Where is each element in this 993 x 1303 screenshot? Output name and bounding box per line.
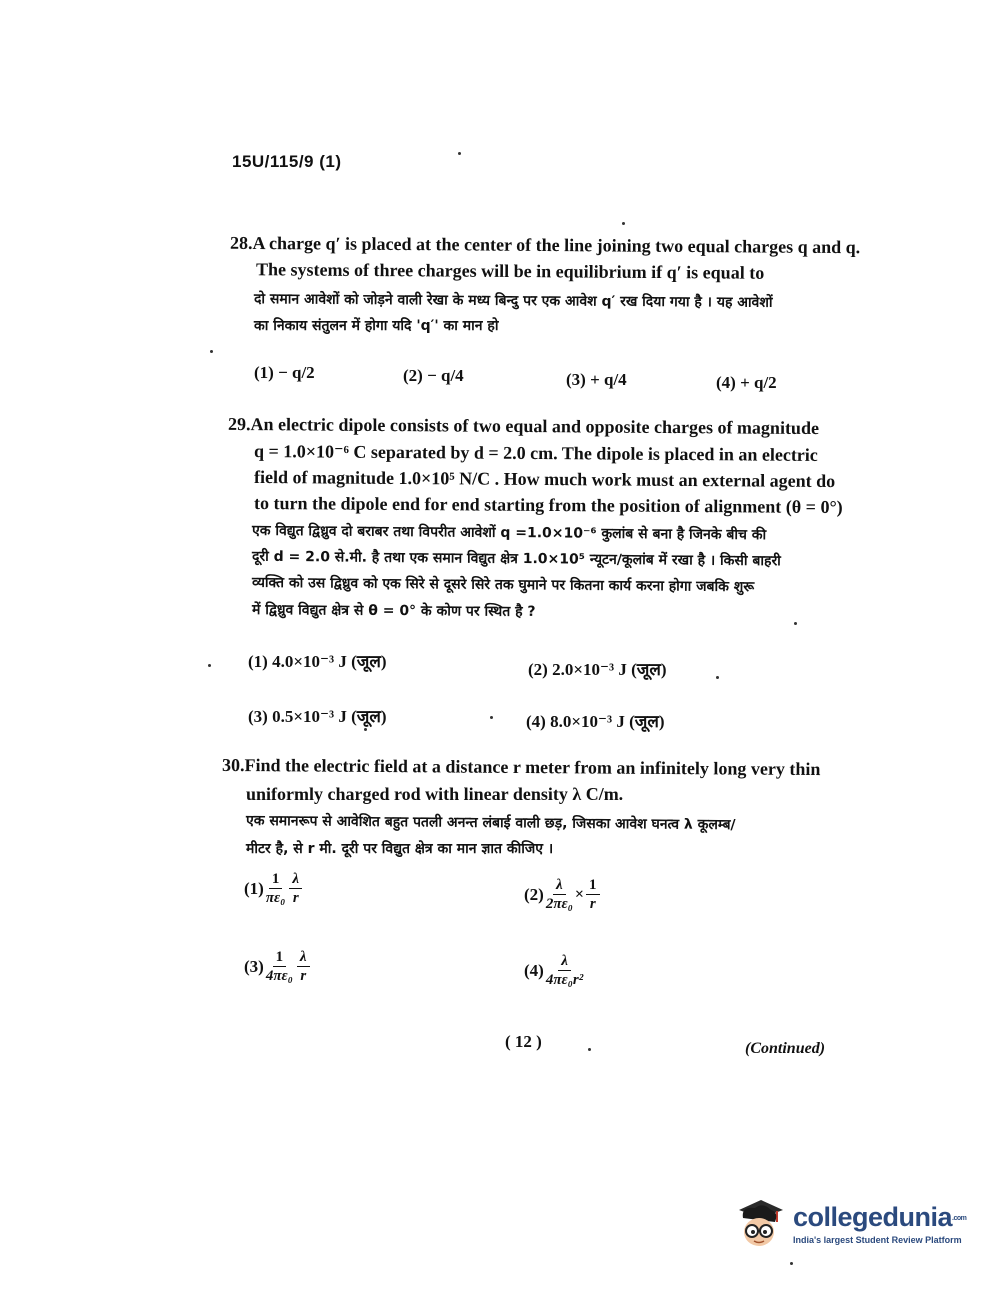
q30-en-line2: uniformly charged rod with linear density λ C/m. <box>246 784 624 804</box>
scan-speck <box>458 152 461 155</box>
q30-option-4 <box>524 952 585 989</box>
collegedunia-logo[interactable] <box>733 1196 966 1252</box>
times-sign: × <box>574 885 585 903</box>
q29-hi-line2: दूरी d = 2.0 से.मी. है तथा एक समान विद्युत क्षेत्र 1.0×10⁵ न्यूटन/कूलांब में रखा है । किसी बाहरी <box>251 548 781 570</box>
q28-option-2: (2) − q/4 <box>403 366 464 385</box>
q28-en-line2: The systems of three charges will be in equilibrium if q′ is equal to <box>255 259 765 283</box>
logo-tagline: India's largest Student Review Platform <box>793 1234 962 1245</box>
q29-hi-line3: व्यक्ति को उस द्विध्रुव को एक सिरे से दूसरे सिरे तक घुमाने पर कितना कार्य करना होगा जबकि शुरू <box>251 574 755 596</box>
q30-option-2 <box>524 876 602 913</box>
q28-option-4: (4) + q/2 <box>716 373 777 392</box>
continued-label: (Continued) <box>745 1040 826 1057</box>
scan-speck <box>364 728 367 731</box>
q29-en-line4: to turn the dipole end for end starting from the position of alignment (θ = 0°) <box>253 492 843 518</box>
q29-en-line2: q = 1.0×10⁻⁶ C separated by d = 2.0 cm. The dipole is placed in an electric <box>253 441 818 465</box>
q29-text-line1 <box>228 411 819 441</box>
q28-hi-line2: का निकाय संतुलन में होगा यदि 'q′' का मान हो <box>254 318 499 334</box>
fraction: $\frac{\lambda}{\text{2πε₀}}$ <box>545 877 573 912</box>
q30-hi-line2: मीटर है, से r मी. दूरी पर विद्युत क्षेत्र का मान ज्ञात कीजिए । <box>246 841 554 857</box>
scan-speck <box>794 622 797 625</box>
q29-option-4: (4) 8.0×10⁻³ J (जूल) <box>526 712 665 731</box>
q28-option-1: (1) − q/2 <box>254 363 315 382</box>
q29-option-3: (3) 0.5×10⁻³ J (जूल) <box>248 707 387 726</box>
page-number: ( 12 ) <box>505 1032 542 1051</box>
fraction: $\frac{1}{\text{4πε₀}}$ <box>265 949 293 984</box>
q30-text-line1 <box>222 752 821 782</box>
q29-en-line3: field of magnitude 1.0×10⁵ N/C . How much work must an external agent do <box>253 466 836 492</box>
fraction: $\frac{1}{\text{πε₀}}$ <box>265 871 286 906</box>
q29-hi-line4: में द्विध्रुव विद्युत क्षेत्र से θ = 0° के कोण पर स्थित है ? <box>251 602 536 620</box>
q28-option-3: (3) + q/4 <box>566 370 627 389</box>
q30-number: 30. <box>221 754 245 776</box>
scan-speck <box>622 222 625 225</box>
q30-option-3-label: (3) <box>244 956 264 976</box>
scan-speck <box>790 1262 793 1265</box>
fraction: $\frac{\lambda}{r}$ <box>297 948 310 985</box>
q30-option-1-label: (1) <box>244 878 264 898</box>
logo-dotcom: .com <box>952 1214 967 1222</box>
q30-option-3 <box>244 948 312 985</box>
q29-number: 29. <box>227 413 251 435</box>
fraction: $\frac{\lambda}{\text{4πε₀r²}}$ <box>545 953 584 988</box>
paper-code: 15U/115/9 (1) <box>232 152 342 171</box>
scan-speck <box>588 1048 591 1051</box>
q29-option-1: (1) 4.0×10⁻³ J (जूल) <box>248 652 387 671</box>
q30-hi-line1: एक समानरूप से आवेशित बहुत पतली अनन्त लंबाई वाली छड़, जिसका आवेश घनत्व λ कूलम्ब/ <box>245 812 736 834</box>
q30-en-line1: Find the electric field at a distance r meter from an infinitely long very thin <box>244 755 821 780</box>
scan-speck <box>716 676 719 679</box>
q29-option-2: (2) 2.0×10⁻³ J (जूल) <box>528 660 667 679</box>
q28-hi-line1: दो समान आवेशों को जोड़ने वाली रेखा के मध्य बिन्दु पर एक आवेश q′ रख दिया गया है । यह आवेशों <box>253 291 773 311</box>
logo-brand-text: collegedunia <box>793 1202 953 1233</box>
q28-text-line1 <box>230 230 860 260</box>
scan-speck <box>208 664 211 667</box>
mascot-icon <box>733 1196 787 1252</box>
scan-speck <box>490 716 493 719</box>
q30-option-1 <box>244 870 304 907</box>
q30-option-4-label: (4) <box>524 960 544 980</box>
q29-en-line1: An electric dipole consists of two equal and opposite charges of magnitude <box>250 414 820 439</box>
fraction: $\frac{\lambda}{r}$ <box>289 870 302 907</box>
q30-option-2-label: (2) <box>524 884 544 904</box>
q29-hi-line1: एक विद्युत द्विध्रुव दो बराबर तथा विपरीत आवेशों q =1.0×10⁻⁶ कुलांब से बना है जिनके बीच की <box>251 522 767 544</box>
scan-speck <box>210 350 213 353</box>
q28-number: 28. <box>229 232 253 253</box>
fraction: $\frac{1}{r}$ <box>586 876 600 913</box>
q28-en-line1: A charge q′ is placed at the center of the line joining two equal charges q and q. <box>252 232 861 258</box>
